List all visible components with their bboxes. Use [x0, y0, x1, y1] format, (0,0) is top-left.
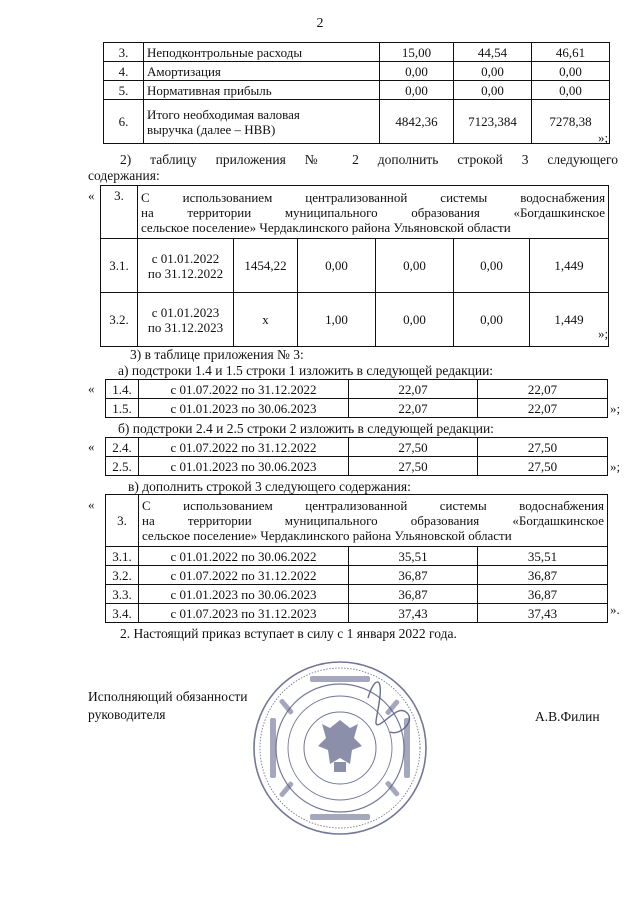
official-seal-stamp: [250, 658, 430, 838]
period-from: с 01.01.2023: [151, 304, 220, 320]
cell-value: 44,54: [454, 43, 532, 62]
table-row: [106, 495, 608, 547]
table-row: [106, 438, 608, 457]
open-quote: «: [88, 381, 95, 396]
table-additions: [100, 185, 609, 347]
cell-value: 37,43: [349, 604, 478, 623]
cell-value: 0,00: [454, 81, 532, 100]
cell-value: 7123,384: [454, 100, 532, 144]
cell-value: 0,00: [454, 62, 532, 81]
row-number: 3.4.: [106, 604, 139, 623]
table-expenses: [103, 42, 610, 144]
seal-emblem: [318, 720, 362, 772]
table-row: [106, 604, 608, 623]
row-name-line: Итого необходимая валовая: [147, 106, 300, 122]
cell-value: 35,51: [478, 547, 608, 566]
period-from: с 01.01.2022: [151, 250, 220, 266]
cell-value: 22,07: [478, 399, 608, 418]
row-name: Амортизация: [144, 62, 380, 81]
cell-value: 1,449: [530, 293, 609, 347]
open-quote: «: [88, 439, 95, 454]
table-tariffs-3: [105, 494, 608, 623]
cell-value: 46,61: [532, 43, 610, 62]
section-title-line: С использованием централизованной системы водоснабжения: [141, 189, 606, 205]
paragraph-2-cont: содержания:: [88, 168, 160, 183]
period-cell: с 01.01.2022 по 30.06.2022: [139, 547, 349, 566]
period-cell: с 01.01.2023 по 30.06.2023: [139, 457, 349, 476]
cell-value: 22,07: [478, 380, 608, 399]
cell-value: 1454,22: [234, 239, 298, 293]
cell-value: 0,00: [298, 239, 376, 293]
row-number: 3.: [104, 43, 144, 62]
row-number: 2.4.: [106, 438, 139, 457]
row-name: Нормативная прибыль: [144, 81, 380, 100]
table-row: [106, 399, 608, 418]
open-quote: «: [88, 497, 95, 512]
cell-value: 36,87: [478, 585, 608, 604]
period-cell: [138, 293, 234, 347]
cell-value: 37,43: [478, 604, 608, 623]
table-row: [106, 380, 608, 399]
period-to: по 31.12.2022: [147, 265, 224, 281]
table-row: [106, 457, 608, 476]
row-number: 5.: [104, 81, 144, 100]
period-cell: с 01.01.2023 по 30.06.2023: [139, 585, 349, 604]
row-name: Неподконтрольные расходы: [144, 43, 380, 62]
cell-value: 0,00: [376, 293, 454, 347]
row-number: 4.: [104, 62, 144, 81]
closing-quote: ».: [610, 602, 620, 617]
cell-value: 27,50: [478, 457, 608, 476]
section-title-line: на территории муниципального образования «Богдашкинское: [141, 204, 606, 220]
cell-value: 0,00: [454, 293, 530, 347]
period-cell: с 01.07.2023 по 31.12.2023: [139, 604, 349, 623]
cell-value: 27,50: [349, 457, 478, 476]
paragraph-3b: б) подстроки 2.4 и 2.5 строки 2 изложить в следующей редакции:: [118, 421, 494, 436]
closing-quote: »;: [598, 326, 609, 341]
closing-quote: »;: [598, 130, 609, 145]
table-row: [104, 43, 610, 62]
cell-value: 22,07: [349, 399, 478, 418]
signatory-name: А.В.Филин: [535, 709, 600, 724]
section-title-line: С использованием централизованной системы водоснабжения: [142, 498, 605, 513]
row-name: [144, 100, 380, 144]
period-cell: с 01.07.2022 по 31.12.2022: [139, 566, 349, 585]
row-number: 3.1.: [101, 239, 138, 293]
period-cell: с 01.07.2022 по 31.12.2022: [139, 438, 349, 457]
table-row: [106, 547, 608, 566]
cell-value: 15,00: [380, 43, 454, 62]
section-title-line: сельское поселение» Чердаклинского района Ульяновской области: [142, 528, 512, 543]
period-cell: [138, 239, 234, 293]
table-row: [106, 566, 608, 585]
row-number: 6.: [104, 100, 144, 144]
row-number: 3.2.: [101, 293, 138, 347]
signatory-position-line: Исполняющий обязанности: [88, 689, 248, 704]
cell-value: 35,51: [349, 547, 478, 566]
cell-value: 0,00: [454, 239, 530, 293]
item-2: 2. Настоящий приказ вступает в силу с 1 января 2022 года.: [120, 626, 457, 641]
table-row: [104, 100, 610, 144]
cell-value: 1,449: [530, 239, 609, 293]
cell-value: 22,07: [349, 380, 478, 399]
table-row: [101, 186, 609, 239]
cell-value: 7278,38: [532, 100, 610, 144]
period-cell: с 01.07.2022 по 31.12.2022: [139, 380, 349, 399]
row-number: 3.2.: [106, 566, 139, 585]
cell-value: 1,00: [298, 293, 376, 347]
table-row: [104, 62, 610, 81]
open-quote: «: [88, 188, 95, 203]
table-row: [106, 585, 608, 604]
cell-value: 36,87: [478, 566, 608, 585]
row-number: 3.3.: [106, 585, 139, 604]
closing-quote: »;: [610, 459, 621, 474]
cell-value: 0,00: [532, 62, 610, 81]
row-number: 3.1.: [106, 547, 139, 566]
section-title: [138, 186, 609, 239]
cell-value: 0,00: [376, 239, 454, 293]
cell-value: 0,00: [380, 81, 454, 100]
page-number: 2: [316, 16, 324, 31]
signatory-position-line: руководителя: [88, 707, 166, 722]
cell-value: 0,00: [380, 62, 454, 81]
row-number: 2.5.: [106, 457, 139, 476]
cell-value: 0,00: [532, 81, 610, 100]
row-number: 3.: [106, 495, 139, 547]
section-title-line: сельское поселение» Чердаклинского района Ульяновской области: [141, 219, 511, 235]
row-number: 1.5.: [106, 399, 139, 418]
period-to: по 31.12.2023: [147, 319, 224, 335]
signatory-position: [88, 688, 247, 724]
section-title-line: на территории муниципального образования «Богдашкинское: [142, 513, 605, 528]
cell-value: 36,87: [349, 566, 478, 585]
section-title: [139, 495, 608, 547]
table-row: [101, 293, 609, 347]
table-tariffs-2: [105, 437, 608, 476]
cell-value: x: [234, 293, 298, 347]
paragraph-2: 2) таблицу приложения № 2 дополнить строкой 3 следующего: [120, 152, 618, 167]
paragraph-3c: в) дополнить строкой 3 следующего содержания:: [128, 479, 411, 494]
table-row: [101, 239, 609, 293]
paragraph-3: 3) в таблице приложения № 3:: [130, 347, 304, 362]
cell-value: 36,87: [349, 585, 478, 604]
cell-value: 27,50: [349, 438, 478, 457]
row-number: 1.4.: [106, 380, 139, 399]
cell-value: 27,50: [478, 438, 608, 457]
row-number: 3.: [101, 186, 138, 239]
table-tariffs-1: [105, 379, 608, 418]
table-row: [104, 81, 610, 100]
row-name-line: выручка (далее – НВВ): [147, 121, 276, 137]
cell-value: 4842,36: [380, 100, 454, 144]
closing-quote: »;: [610, 401, 621, 416]
period-cell: с 01.01.2023 по 30.06.2023: [139, 399, 349, 418]
paragraph-3a: а) подстроки 1.4 и 1.5 строки 1 изложить в следующей редакции:: [118, 363, 494, 378]
